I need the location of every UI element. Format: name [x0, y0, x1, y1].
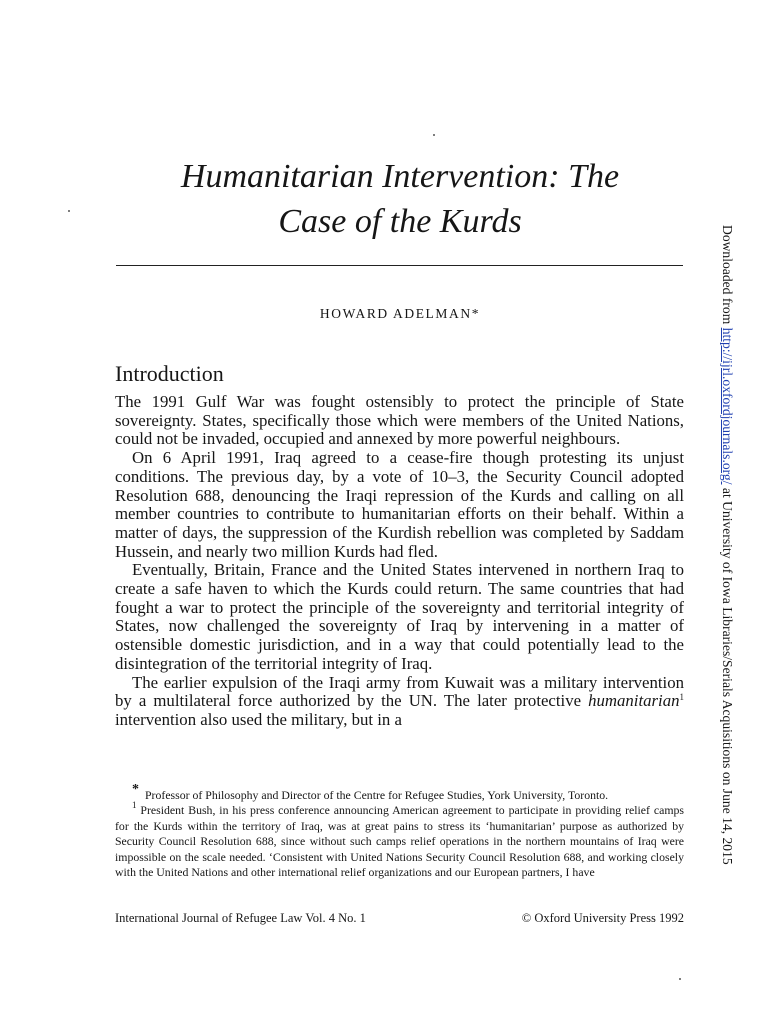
footnotes: [115, 782, 684, 880]
footnote-1: [115, 800, 684, 880]
paragraph-text: The earlier expulsion of the Iraqi army from Kuwait was a military intervention by a multilateral force authorized by the UN. The later protective: [115, 672, 684, 711]
scan-speck: [68, 210, 70, 212]
copyright-notice: © Oxford University Press 1992: [521, 911, 684, 925]
footnote-text: President Bush, in his press conference announcing American agreement to participate in providing relief camps for the Kurds within the territory of Iraq, was at great pains to stress its ‘humanitarian’ purpose as authorized by Security Council Resolution 688, since without such camps relief operations in the northern mountains of Iraq were impossible on the scale needed. ‘Consistent with United Nations Security Council Resolution 688, and working closely with the United Nations and other international relief organizations and our European partners, I have: [115, 803, 684, 880]
author-footnote-mark: *: [471, 306, 481, 321]
title-divider: [116, 265, 683, 266]
article-body: [115, 393, 684, 730]
section-heading: Introduction: [115, 361, 224, 386]
author-byline: [100, 306, 700, 322]
footnote-marker: 1: [132, 800, 137, 811]
download-notice-prefix: Downloaded from: [720, 225, 735, 328]
download-notice-suffix: at University of Iowa Libraries/Serials Acquisitions on June 14, 2015: [720, 484, 735, 865]
paragraph: The 1991 Gulf War was fought ostensibly to protect the principle of State sovereignty. States, specifically those which were members of the United Nations, could not be invaded, occupied and annexed by more powerful neighbours.: [115, 392, 684, 449]
journal-link[interactable]: http://ijrl.oxfordjournals.org/: [720, 327, 735, 485]
footnote-text: Professor of Philosophy and Director of the Centre for Refugee Studies, York University, Toronto.: [145, 788, 609, 802]
scan-speck: [433, 134, 435, 136]
emphasized-term: humanitarian: [588, 691, 680, 711]
paragraph: Eventually, Britain, France and the United States intervened in northern Iraq to create a safe haven to which the Kurds could return. The same countries that had fought a war to protect the principle of the sovereignty and territorial integrity of States, now challenged the sovereignty of Iraq by intervening in a matter of ostensible domestic jurisdiction, and in a way that could potentially lead to the disintegration of the territorial integrity of Iraq.: [115, 560, 684, 673]
paragraph: On 6 April 1991, Iraq agreed to a cease-fire though protesting its unjust conditions. The previous day, by a vote of 10–3, the Security Council adopted Resolution 688, denouncing the Iraqi repression of the Kurds and calling on all member countries to contribute to humanitarian efforts on their behalf. Within a matter of days, the suppression of the Kurdish rebellion was completed by Saddam Hussein, and nearly two million Kurds had fled.: [115, 448, 684, 561]
article-title-line-2: Case of the Kurds: [278, 203, 522, 240]
paragraph-text: intervention also used the military, but in a: [115, 709, 402, 729]
footnote-marker: *: [132, 782, 139, 797]
footnote-reference: 1: [679, 692, 684, 703]
author-name: HOWARD ADELMAN: [319, 306, 472, 321]
paragraph: [115, 674, 684, 730]
download-notice: [719, 225, 735, 865]
footnote-author: [115, 782, 684, 803]
scan-speck: [679, 978, 681, 980]
article-title-line-1: Humanitarian Intervention: The: [180, 158, 620, 195]
journal-citation: International Journal of Refugee Law Vol. 4 No. 1: [115, 911, 366, 925]
